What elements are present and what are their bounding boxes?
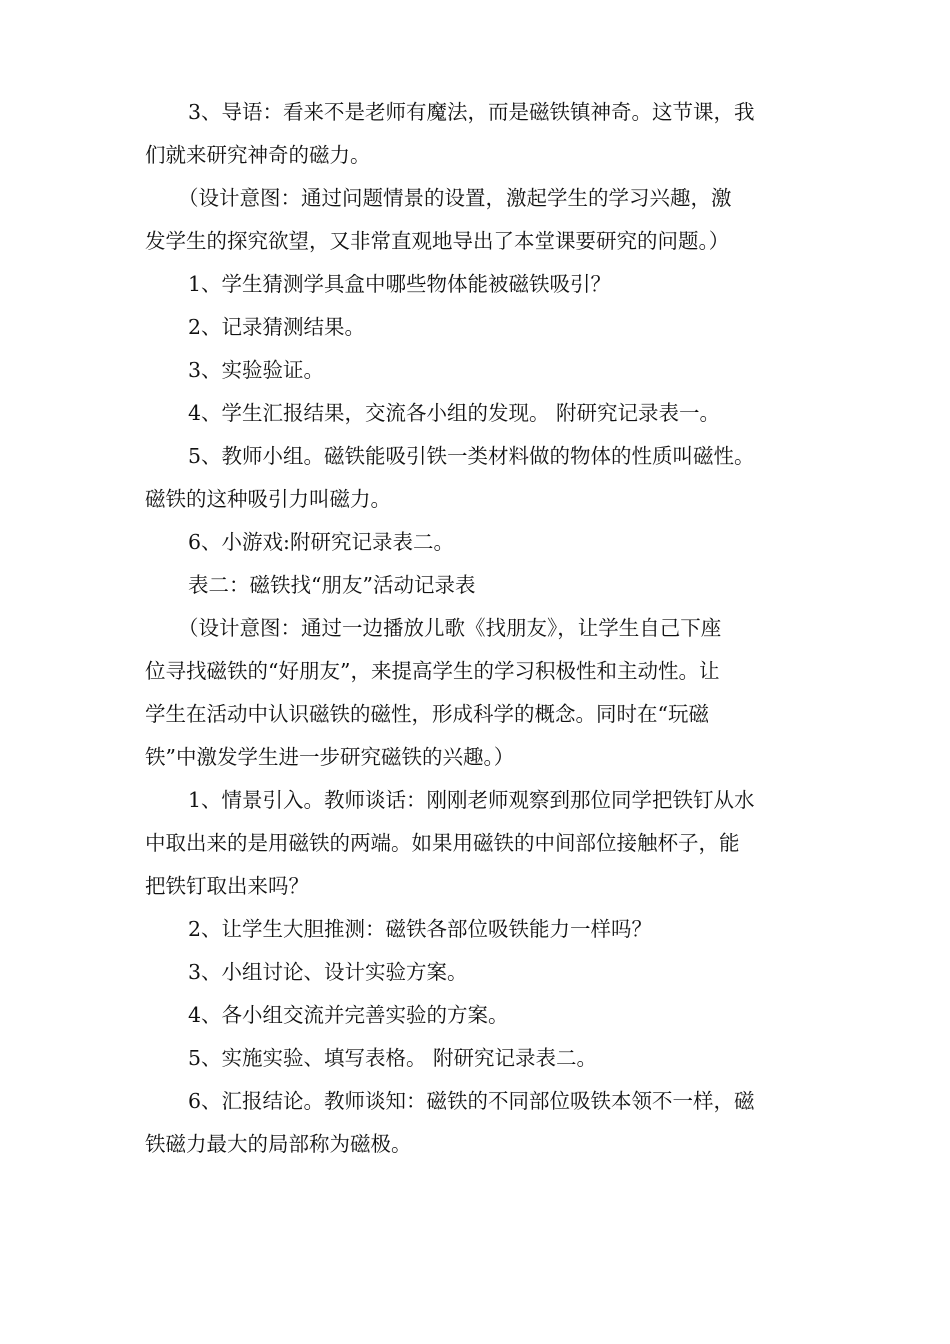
text-line: 6、小游戏:附研究记录表二。 (188, 530, 454, 554)
paragraph (145, 392, 810, 435)
text-line: 位寻找磁铁的“好朋友”，来提高学生的学习积极性和主动性。让 (145, 659, 720, 683)
text-line: 1、学生猜测学具盒中哪些物体能被磁铁吸引？ (188, 272, 612, 296)
text-line: 5、实施实验、填写表格。 附研究记录表二。 (188, 1046, 598, 1070)
paragraph (145, 349, 810, 392)
text-line: （设计意图：通过问题情景的设置，激起学生的学习兴趣，激 (178, 186, 732, 210)
text-line: 2、记录猜测结果。 (188, 315, 366, 339)
paragraph (145, 435, 810, 521)
text-line: 3、导语：看来不是老师有魔法，而是磁铁镇神奇。这节课，我 (188, 100, 755, 124)
document-body (145, 91, 810, 1166)
paragraph (145, 1080, 810, 1166)
design-intent-note (145, 177, 810, 263)
text-line: 中取出来的是用磁铁的两端。如果用磁铁的中间部位接触杯子，能 (145, 831, 740, 855)
text-line: 铁”中激发学生进一步研究磁铁的兴趣。） (145, 745, 515, 769)
paragraph (145, 908, 810, 951)
text-line: （设计意图：通过一边播放儿歌《找朋友》，让学生自己下座 (178, 616, 722, 640)
text-line: 5、教师小组。磁铁能吸引铁一类材料做的物体的性质叫磁性。 (188, 444, 755, 468)
text-line: 4、各小组交流并完善实验的方案。 (188, 1003, 509, 1027)
paragraph (145, 521, 810, 564)
paragraph (145, 994, 810, 1037)
text-line: 学生在活动中认识磁铁的磁性，形成科学的概念。同时在“玩磁 (145, 702, 709, 726)
text-line: 磁铁的这种吸引力叫磁力。 (145, 487, 391, 511)
design-intent-note (145, 607, 810, 779)
text-line: 把铁钉取出来吗？ (145, 874, 309, 898)
table-caption (145, 564, 810, 607)
text-line: 表二：磁铁找“朋友”活动记录表 (188, 573, 476, 597)
paragraph (145, 951, 810, 994)
paragraph (145, 91, 810, 177)
paragraph (145, 306, 810, 349)
paragraph (145, 263, 810, 306)
text-line: 3、小组讨论、设计实验方案。 (188, 960, 468, 984)
text-line: 们就来研究神奇的磁力。 (145, 143, 371, 167)
text-line: 3、实验验证。 (188, 358, 325, 382)
text-line: 铁磁力最大的局部称为磁极。 (145, 1132, 412, 1156)
paragraph (145, 1037, 810, 1080)
text-line: 4、学生汇报结果，交流各小组的发现。 附研究记录表一。 (188, 401, 721, 425)
text-line: 6、汇报结论。教师谈知：磁铁的不同部位吸铁本领不一样，磁 (188, 1089, 755, 1113)
paragraph (145, 779, 810, 908)
text-line: 2、让学生大胆推测：磁铁各部位吸铁能力一样吗？ (188, 917, 653, 941)
text-line: 1、情景引入。教师谈话：刚刚老师观察到那位同学把铁钉从水 (188, 788, 755, 812)
text-line: 发学生的探究欲望，又非常直观地导出了本堂课要研究的问题。） (145, 229, 730, 253)
